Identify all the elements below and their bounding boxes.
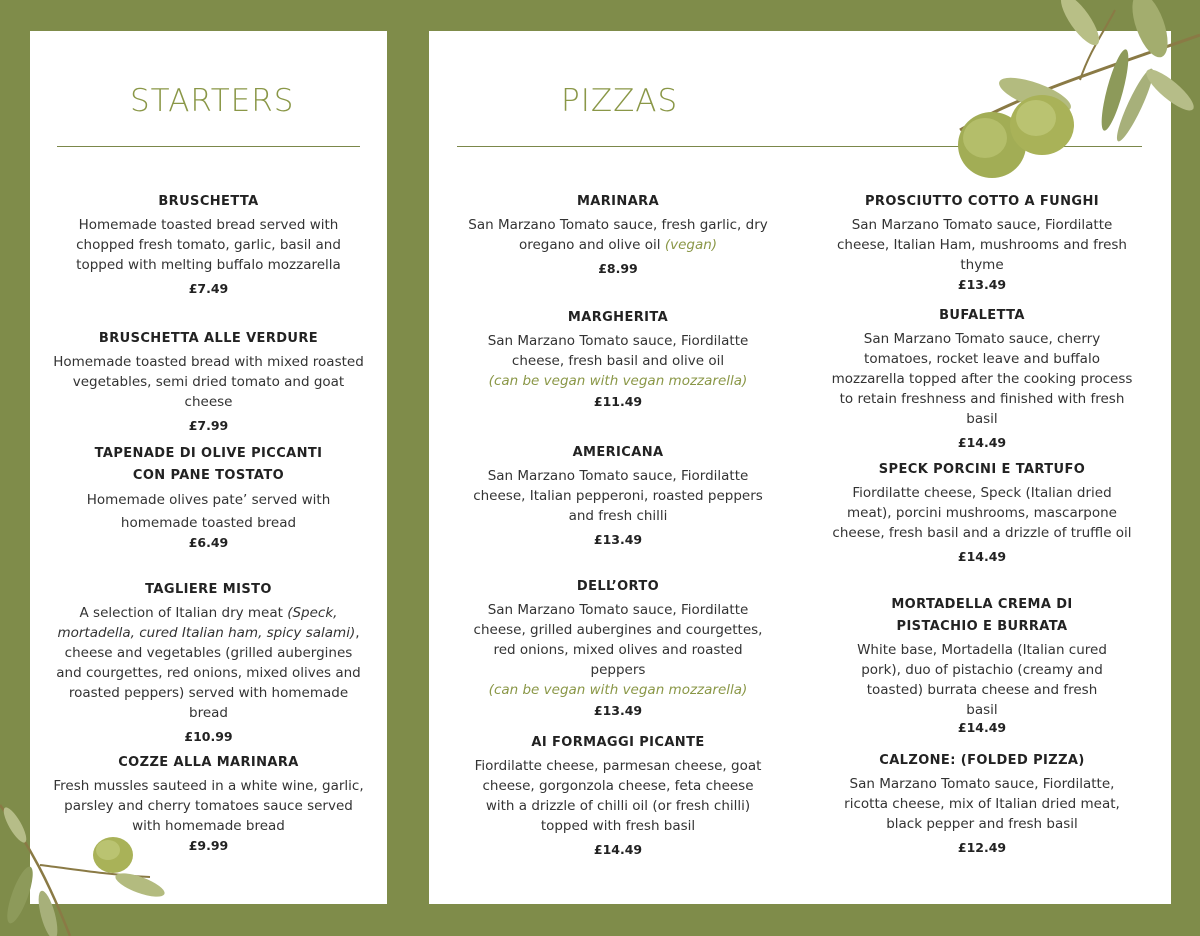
- item-name: COZZE ALLA MARINARA: [118, 755, 299, 770]
- item-price: £10.99: [184, 729, 233, 744]
- item-description: Homemade toasted bread with mixed roasted vegetables, semi dried tomato and goat cheese: [53, 354, 364, 410]
- item-description: San Marzano Tomato sauce, cherry tomatoes, rocket leave and buffalo mozzarella topped after the cooking process to retain freshness and finished with fresh basil: [831, 331, 1133, 427]
- item-description: Homemade toasted bread served with chopped fresh tomato, garlic, basil and topped with melting buffalo mozzarella: [76, 217, 341, 273]
- item-description-text: San Marzano Tomato sauce, fresh garlic, dry oregano and olive oil: [468, 217, 768, 253]
- menu-item: [52, 328, 365, 433]
- dietary-note: (can be vegan with vegan mozzarella): [488, 373, 748, 389]
- item-description: San Marzano Tomato sauce, Fiordilatte cheese, grilled aubergines and courgettes, red onions, mixed olives and roasted peppers: [473, 602, 763, 678]
- menu-item: [467, 576, 769, 718]
- starters-panel: [30, 31, 387, 904]
- menu-item: [829, 305, 1135, 450]
- menu-item: [467, 191, 769, 276]
- item-price: £13.49: [593, 703, 643, 718]
- starters-title: STARTERS: [130, 83, 295, 119]
- menu-item: [467, 732, 769, 857]
- pizzas-title: PIZZAS: [561, 83, 679, 119]
- item-price: £12.49: [957, 840, 1007, 855]
- menu-item: [829, 594, 1135, 735]
- item-price: £14.49: [957, 549, 1007, 564]
- olive-branch-icon: [0, 785, 170, 936]
- item-name: AI FORMAGGI PICANTE: [531, 735, 705, 750]
- item-price: £7.49: [188, 281, 229, 296]
- pizzas-left-column: [467, 31, 769, 904]
- item-description: Fiordilatte cheese, Speck (Italian dried meat), porcini mushrooms, mascarpone cheese, fresh basil and a drizzle of truffle oil: [832, 485, 1132, 541]
- item-description: Homemade olives pate’ served with homemade toasted bread: [86, 492, 331, 531]
- menu-item: [52, 443, 365, 550]
- item-name: TAGLIERE MISTO: [145, 582, 272, 597]
- dietary-note: (can be vegan with vegan mozzarella): [488, 682, 748, 698]
- item-name: SPECK PORCINI E TARTUFO: [878, 462, 1086, 477]
- dietary-note: (vegan): [664, 237, 718, 253]
- item-name: PROSCIUTTO COTTO A FUNGHI: [865, 194, 1099, 209]
- starters-list: [52, 31, 365, 904]
- item-price: £7.99: [188, 418, 229, 433]
- item-price: £8.99: [598, 261, 638, 276]
- item-description: [467, 215, 769, 255]
- menu-item: [52, 191, 365, 296]
- item-description: Fiordilatte cheese, parmesan cheese, goat cheese, gorgonzola cheese, feta cheese with a drizzle of chilli oil (or fresh chilli) topped with fresh basil: [474, 758, 762, 834]
- item-description: White base, Mortadella (Italian cured pork), duo of pistachio (creamy and toasted) burrata cheese and fresh basil: [857, 642, 1107, 718]
- menu-item: [52, 579, 365, 744]
- menu-item: [829, 191, 1135, 292]
- menu-item: [829, 750, 1135, 855]
- menu-item: [467, 442, 769, 547]
- item-description: [52, 603, 365, 723]
- item-name: MARGHERITA: [567, 310, 669, 325]
- item-description: San Marzano Tomato sauce, Fiordilatte cheese, fresh basil and olive oil: [487, 333, 749, 369]
- item-description: Fresh mussles sauteed in a white wine, garlic, parsley and cherry tomatoes sauce served with homemade bread: [53, 778, 364, 834]
- item-price: £14.49: [957, 435, 1007, 450]
- item-name: CALZONE: (FOLDED PIZZA): [879, 753, 1085, 768]
- item-description-part: , cheese and vegetables (grilled aubergines and courgettes, red onions, mixed olives and roasted peppers) served with homemade bread: [56, 625, 361, 721]
- item-description: San Marzano Tomato sauce, Fiordilatte cheese, Italian pepperoni, roasted peppers and fresh chilli: [473, 468, 763, 524]
- item-name: BRUSCHETTA ALLE VERDURE: [98, 331, 319, 346]
- item-name: BUFALETTA: [939, 308, 1025, 323]
- item-name: TAPENADE DI OLIVE PICCANTI CON PANE TOSTATO: [94, 446, 323, 483]
- item-name: DELL’ORTO: [576, 579, 660, 594]
- menu-item: [829, 459, 1135, 564]
- olive-branch-icon: [900, 0, 1200, 190]
- item-price: £13.49: [957, 277, 1007, 292]
- item-description-emphasis: (Speck, mortadella, cured Italian ham, spicy salami): [57, 605, 356, 641]
- item-price: £13.49: [593, 532, 643, 547]
- menu-item: [467, 307, 769, 409]
- item-name: BRUSCHETTA: [158, 194, 259, 209]
- item-price: £14.49: [593, 842, 643, 857]
- item-description: San Marzano Tomato sauce, Fiordilatte, ricotta cheese, mix of Italian dried meat, black pepper and fresh basil: [844, 776, 1120, 832]
- item-name: MARINARA: [576, 194, 660, 209]
- item-price: £11.49: [593, 394, 643, 409]
- item-description: San Marzano Tomato sauce, Fiordilatte cheese, Italian Ham, mushrooms and fresh thyme: [837, 217, 1127, 273]
- item-price: £9.99: [188, 838, 229, 853]
- item-name: MORTADELLA CREMA DI PISTACHIO E BURRATA: [891, 597, 1073, 634]
- item-description-part: A selection of Italian dry meat: [79, 605, 288, 621]
- item-price: £14.49: [957, 720, 1007, 735]
- item-name: AMERICANA: [572, 445, 664, 460]
- item-price: £6.49: [188, 535, 229, 550]
